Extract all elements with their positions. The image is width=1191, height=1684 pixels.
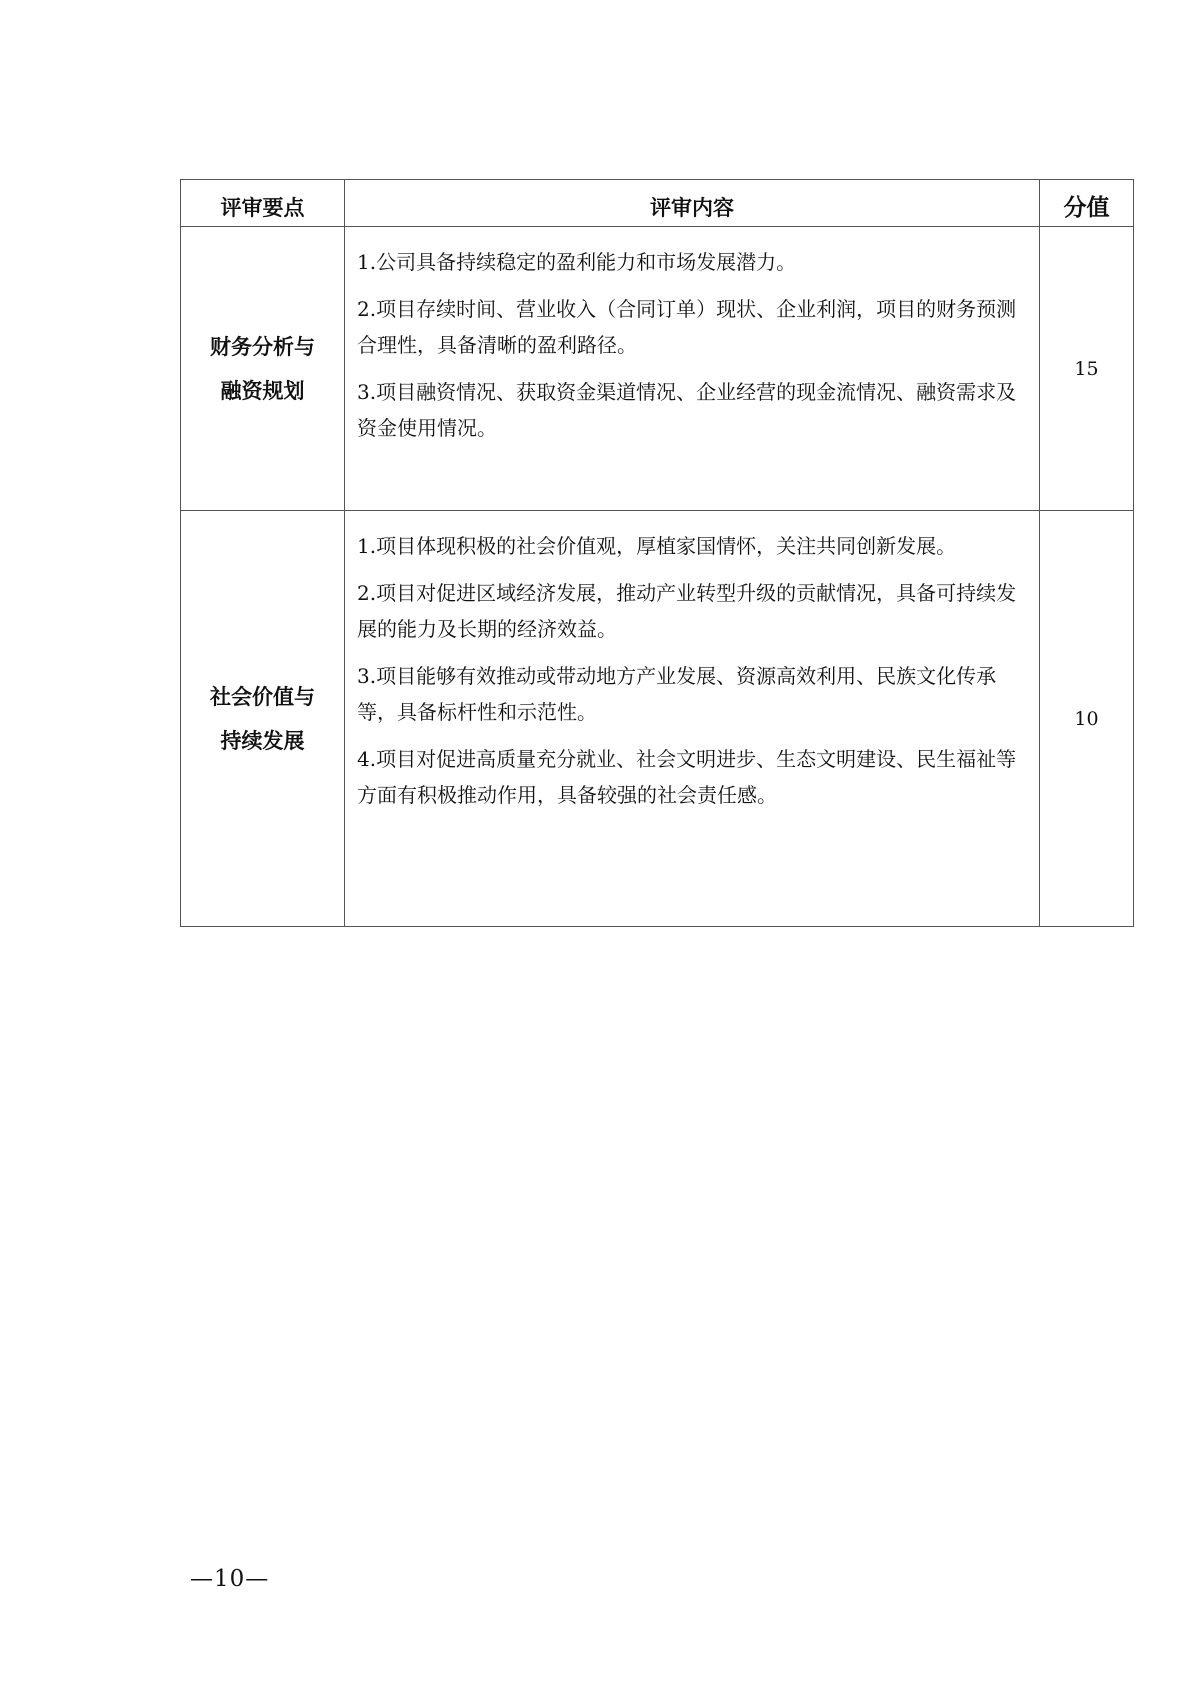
table-header-row: [181, 180, 1134, 227]
criteria-item: 1.项目体现积极的社会价值观，厚植家国情怀，关注共同创新发展。: [357, 534, 957, 558]
criteria-item: 2.项目存续时间、营业收入（合同订单）现状、企业利润，项目的财务预测合理性，具备清晰的盈利路径。: [357, 297, 1017, 357]
header-review-content: 评审内容: [345, 180, 1040, 227]
criteria-item: 2.项目对促进区域经济发展，推动产业转型升级的贡献情况，具备可持续发展的能力及长期的经济效益。: [357, 581, 1017, 641]
criteria-item: 1.公司具备持续稳定的盈利能力和市场发展潜力。: [357, 250, 797, 274]
criteria-item: 4.项目对促进高质量充分就业、社会文明进步、生态文明建设、民生福祉等方面有积极推动作用，具备较强的社会责任感。: [357, 747, 1017, 807]
criteria-item: 3.项目融资情况、获取资金渠道情况、企业经营的现金流情况、融资需求及资金使用情况。: [357, 380, 1017, 440]
header-score: 分值: [1040, 180, 1134, 227]
review-content-cell: [345, 227, 1040, 511]
table-row-social: [181, 511, 1134, 927]
key-point-cell: [181, 511, 345, 927]
table-row-finance: [181, 227, 1134, 511]
key-point-line: 持续发展: [220, 728, 305, 753]
criteria-item: 3.项目能够有效推动或带动地方产业发展、资源高效利用、民族文化传承等，具备标杆性和示范性。: [357, 664, 997, 724]
score-value: 10: [1040, 511, 1134, 927]
review-content-cell: [345, 511, 1040, 927]
review-criteria-table: [180, 179, 1134, 927]
page-number: —10—: [190, 1566, 270, 1592]
key-point-line: 社会价值与: [210, 684, 315, 709]
key-point-cell: [181, 227, 345, 511]
key-point-line: 融资规划: [220, 378, 305, 403]
score-value: 15: [1040, 227, 1134, 511]
header-key-points: 评审要点: [181, 180, 345, 227]
key-point-line: 财务分析与: [210, 334, 315, 359]
